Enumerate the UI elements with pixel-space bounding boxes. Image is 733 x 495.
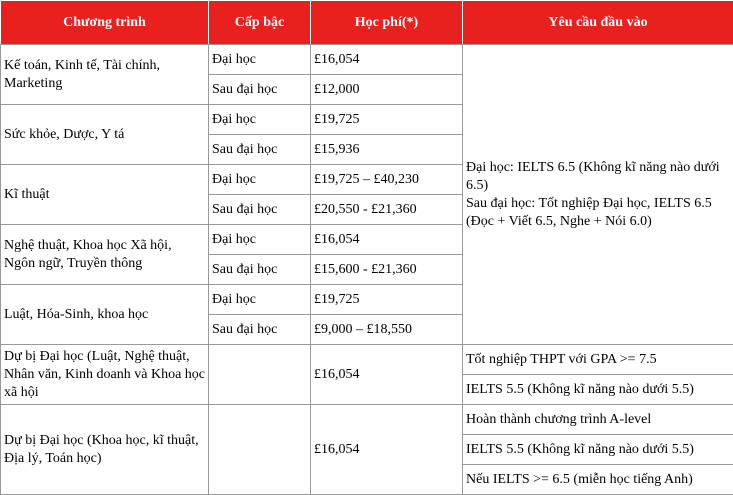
level-cell: Sau đại học bbox=[209, 195, 311, 225]
requirement-cell: Nếu IELTS >= 6.5 (miễn học tiếng Anh) bbox=[463, 465, 733, 495]
table-row bbox=[1, 45, 733, 75]
level-cell: Đại học bbox=[209, 165, 311, 195]
fee-cell: £9,000 – £18,550 bbox=[311, 315, 463, 345]
fee-cell: £16,054 bbox=[311, 345, 463, 405]
level-cell: Sau đại học bbox=[209, 255, 311, 285]
program-cell: Sức khỏe, Dược, Y tá bbox=[1, 105, 209, 165]
program-cell: Dự bị Đại học (Luật, Nghệ thuật, Nhân văn, Kinh doanh và Khoa học xã hội bbox=[1, 345, 209, 405]
program-cell: Kế toán, Kinh tế, Tài chính, Marketing bbox=[1, 45, 209, 105]
program-cell: Dự bị Đại học (Khoa học, kĩ thuật, Địa lý, Toán học) bbox=[1, 405, 209, 495]
fee-cell: £19,725 bbox=[311, 105, 463, 135]
requirement-cell: Hoàn thành chương trình A-level bbox=[463, 405, 733, 435]
program-cell: Nghệ thuật, Khoa học Xã hội, Ngôn ngữ, Truyền thông bbox=[1, 225, 209, 285]
table-row bbox=[1, 345, 733, 375]
level-cell-empty bbox=[209, 405, 311, 495]
level-cell-empty bbox=[209, 345, 311, 405]
level-cell: Đại học bbox=[209, 285, 311, 315]
table-row bbox=[1, 405, 733, 435]
program-cell: Luật, Hóa-Sinh, khoa học bbox=[1, 285, 209, 345]
fee-cell: £16,054 bbox=[311, 225, 463, 255]
fee-cell: £15,600 - £21,360 bbox=[311, 255, 463, 285]
header-fee: Học phí(*) bbox=[311, 1, 463, 45]
requirement-undergrad: Đại học: IELTS 6.5 (Không kĩ năng nào dưới 6.5) bbox=[466, 159, 730, 195]
level-cell: Sau đại học bbox=[209, 315, 311, 345]
shared-requirement-cell bbox=[463, 45, 733, 345]
program-cell: Kĩ thuật bbox=[1, 165, 209, 225]
header-level: Cấp bậc bbox=[209, 1, 311, 45]
header-row bbox=[1, 1, 733, 45]
fee-cell: £16,054 bbox=[311, 405, 463, 495]
level-cell: Sau đại học bbox=[209, 75, 311, 105]
requirement-postgrad: Sau đại học: Tốt nghiệp Đại học, IELTS 6.5 (Đọc + Viết 6.5, Nghe + Nói 6.0) bbox=[466, 195, 730, 231]
level-cell: Đại học bbox=[209, 105, 311, 135]
header-program: Chương trình bbox=[1, 1, 209, 45]
level-cell: Đại học bbox=[209, 45, 311, 75]
requirement-cell: IELTS 5.5 (Không kĩ năng nào dưới 5.5) bbox=[463, 375, 733, 405]
fee-cell: £20,550 - £21,360 bbox=[311, 195, 463, 225]
level-cell: Sau đại học bbox=[209, 135, 311, 165]
level-cell: Đại học bbox=[209, 225, 311, 255]
fee-cell: £19,725 bbox=[311, 285, 463, 315]
requirement-cell: Tốt nghiệp THPT với GPA >= 7.5 bbox=[463, 345, 733, 375]
fee-cell: £12,000 bbox=[311, 75, 463, 105]
fee-cell: £16,054 bbox=[311, 45, 463, 75]
fee-cell: £19,725 – £40,230 bbox=[311, 165, 463, 195]
requirement-cell: IELTS 5.5 (Không kĩ năng nào dưới 5.5) bbox=[463, 435, 733, 465]
fee-cell: £15,936 bbox=[311, 135, 463, 165]
header-requirement: Yêu cầu đầu vào bbox=[463, 1, 733, 45]
